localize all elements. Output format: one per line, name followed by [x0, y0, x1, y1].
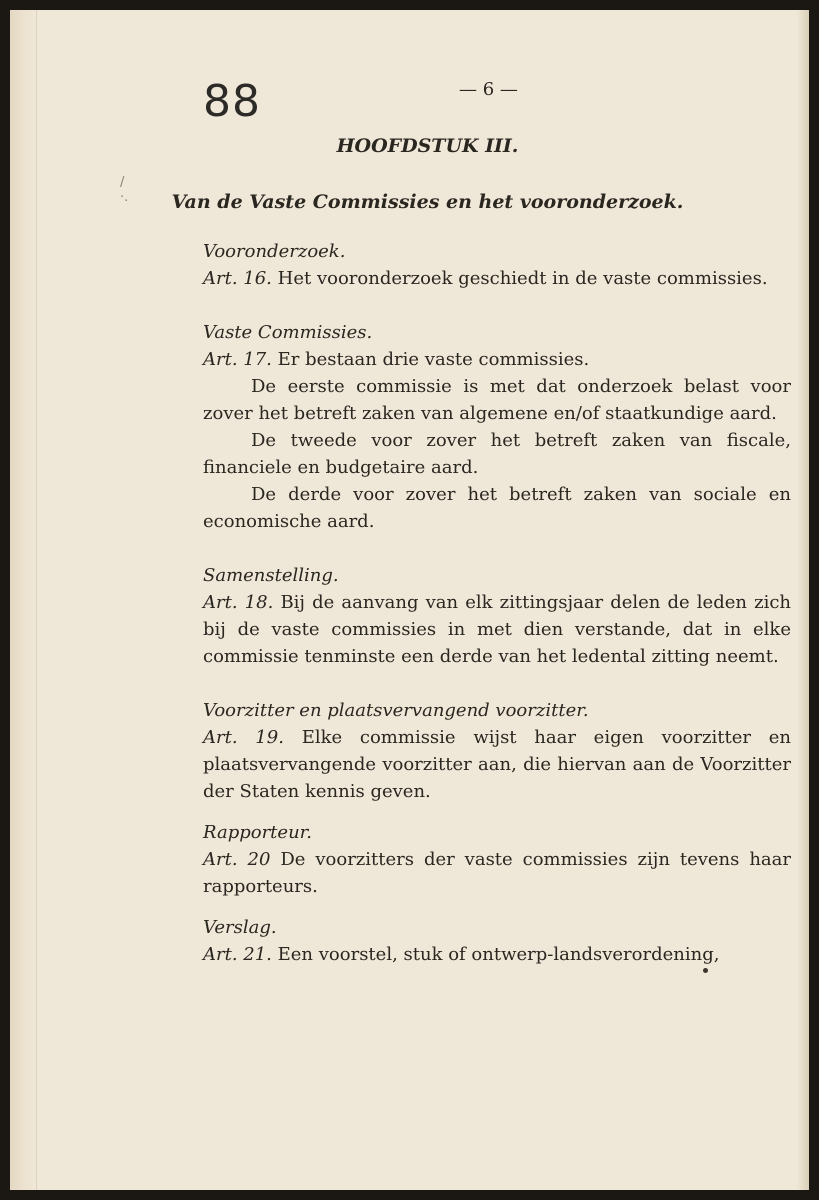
article-label: Art. 20 — [203, 849, 271, 870]
section-voorzitter — [203, 697, 791, 805]
margin-pencil-mark: / ·. — [120, 175, 129, 205]
article-paragraph — [203, 265, 791, 292]
article-label: Art. 16. — [203, 268, 272, 289]
section-verslag — [203, 914, 791, 968]
article-text: Bij de aanvang van elk zittingsjaar delen de leden zich bij de vaste commissies in met dien verstande, dat in elke commissie tenminste een derde van het ledental zitting neemt. — [203, 592, 792, 667]
section-heading: Rapporteur. — [203, 822, 313, 843]
article-paragraph — [203, 589, 791, 670]
article-paragraph — [203, 846, 791, 900]
article-continuation: De tweede voor zover het betreft zaken van fiscale, financiele en budgetaire aard. — [203, 430, 791, 478]
section-heading: Samenstelling. — [203, 565, 339, 586]
chapter-subtitle: Van de Vaste Commissies en het vooronderzoek. — [171, 191, 684, 213]
section-samenstelling — [203, 562, 791, 670]
chapter-title: HOOFDSTUK III. — [336, 135, 519, 157]
document-page — [10, 10, 809, 1190]
article-text: Een voorstel, stuk of ontwerp-landsverordening, — [277, 944, 720, 965]
section-heading: Voorzitter en plaatsvervangend voorzitter. — [203, 700, 589, 721]
article-text: Er bestaan drie vaste commissies. — [277, 349, 590, 370]
article-paragraph — [203, 724, 791, 805]
article-text: Het vooronderzoek geschiedt in de vaste commissies. — [277, 268, 768, 289]
section-heading: Verslag. — [203, 917, 277, 938]
article-text: Elke commissie wijst haar eigen voorzitter en plaatsvervangende voorzitter aan, die hiervan aan de Voorzitter der Staten kennis geven. — [203, 727, 791, 802]
article-paragraph — [203, 346, 791, 373]
article-label: Art. 19. — [203, 727, 284, 748]
article-label: Art. 21. — [203, 944, 272, 965]
page-binding-edge — [10, 10, 37, 1190]
page-right-edge — [797, 10, 809, 1190]
article-label: Art. 17. — [203, 349, 272, 370]
document-body — [203, 238, 791, 982]
section-heading: Vaste Commissies. — [203, 322, 373, 343]
section-heading: Vooronderzoek. — [203, 241, 346, 262]
article-label: Art. 18. — [203, 592, 274, 613]
section-vooronderzoek — [203, 238, 791, 292]
article-continuation: De eerste commissie is met dat onderzoek belast voor zover het betreft zaken van algemene en/of staatkundige aard. — [203, 376, 791, 424]
article-paragraph — [203, 941, 791, 968]
section-vaste-commissies — [203, 319, 791, 535]
article-continuation: De derde voor zover het betreft zaken van sociale en economische aard. — [203, 484, 791, 532]
article-text: De voorzitters der vaste commissies zijn tevens haar rapporteurs. — [203, 849, 791, 897]
printed-page-number: — 6 — — [459, 79, 518, 100]
section-rapporteur — [203, 819, 791, 900]
handwritten-page-number: 88 — [203, 76, 261, 127]
